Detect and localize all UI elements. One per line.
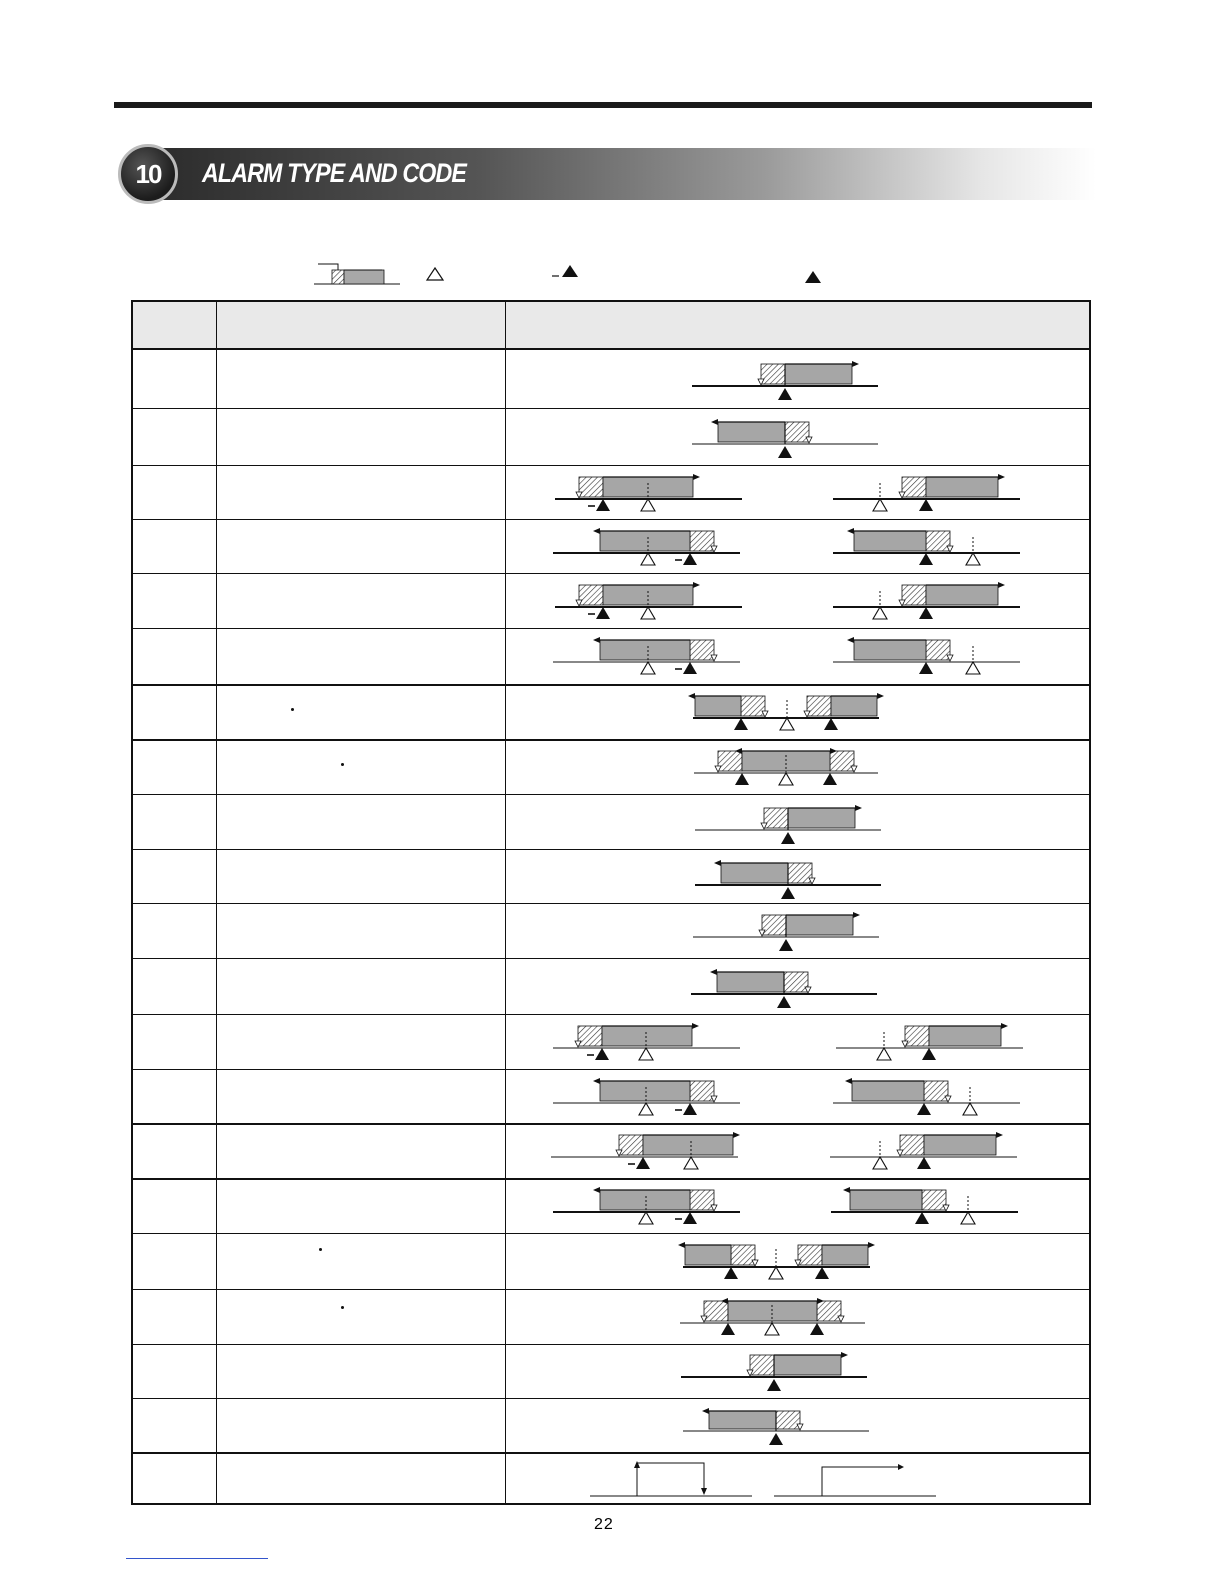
alarm-value-marker bbox=[779, 939, 793, 951]
band-alarm-diagram bbox=[688, 693, 884, 730]
alarm-value-marker bbox=[636, 1157, 650, 1169]
alarm-band bbox=[926, 585, 998, 605]
alarm-band bbox=[717, 972, 784, 992]
hysteresis-zone bbox=[784, 972, 808, 992]
alarm-diagram-pair bbox=[553, 1023, 1023, 1060]
alarm-band bbox=[785, 364, 852, 384]
hysteresis-zone bbox=[785, 422, 809, 442]
alarm-band bbox=[721, 863, 788, 883]
band-alarm-diagram bbox=[680, 1298, 865, 1335]
section-title: ALARM TYPE AND CODE bbox=[202, 158, 467, 188]
alarm-band bbox=[854, 531, 926, 551]
output-timing-diagram bbox=[590, 1461, 936, 1496]
set-value-marker bbox=[641, 553, 655, 565]
hysteresis-zone bbox=[926, 640, 950, 660]
hysteresis-zone bbox=[731, 1245, 755, 1265]
alarm-value-marker bbox=[767, 1379, 781, 1391]
hysteresis-zone bbox=[922, 1190, 946, 1210]
legend-alarm-value-symbol bbox=[805, 271, 821, 283]
legend bbox=[0, 232, 1224, 292]
hysteresis-zone bbox=[704, 1301, 728, 1321]
alarm-band bbox=[695, 696, 741, 716]
alarm-diagram bbox=[695, 805, 881, 844]
alarm-diagram-pair bbox=[551, 1132, 1017, 1169]
alarm-value-marker bbox=[922, 1048, 936, 1060]
alarm-band bbox=[786, 915, 853, 935]
hysteresis-zone bbox=[690, 1081, 714, 1101]
set-value-marker bbox=[639, 1103, 653, 1115]
legend-negative-alarm-symbol bbox=[552, 265, 578, 277]
set-value-marker bbox=[873, 1157, 887, 1169]
set-value-marker bbox=[780, 718, 794, 730]
alarm-table bbox=[131, 300, 1091, 1505]
alarm-diagram-pair bbox=[555, 582, 1020, 619]
alarm-value-marker bbox=[596, 607, 610, 619]
hysteresis-zone bbox=[761, 364, 785, 384]
set-value-marker bbox=[961, 1212, 975, 1224]
hysteresis-zone bbox=[900, 1135, 924, 1155]
alarm-band bbox=[850, 1190, 922, 1210]
hysteresis-zone bbox=[926, 531, 950, 551]
hysteresis-zone bbox=[902, 585, 926, 605]
set-value-marker bbox=[877, 1048, 891, 1060]
alarm-value-marker bbox=[721, 1323, 735, 1335]
hysteresis-zone bbox=[741, 696, 765, 716]
set-value-marker bbox=[641, 499, 655, 511]
alarm-band bbox=[822, 1245, 868, 1265]
hysteresis-zone bbox=[776, 1411, 800, 1429]
hysteresis-zone bbox=[718, 751, 742, 771]
hysteresis-zone bbox=[788, 863, 812, 883]
alarm-band bbox=[602, 1026, 692, 1046]
bottom-link-underline bbox=[126, 1558, 268, 1559]
alarm-value-marker bbox=[735, 773, 749, 785]
set-value-marker bbox=[769, 1267, 783, 1279]
legend-hysteresis-symbol bbox=[314, 264, 400, 284]
alarm-value-marker bbox=[683, 662, 697, 674]
set-value-marker bbox=[966, 553, 980, 565]
alarm-value-marker bbox=[810, 1323, 824, 1335]
top-rule bbox=[114, 102, 1092, 108]
set-value-marker bbox=[639, 1048, 653, 1060]
set-value-marker bbox=[684, 1157, 698, 1169]
hysteresis-zone bbox=[924, 1081, 948, 1101]
alarm-band bbox=[600, 1190, 690, 1210]
alarm-value-marker bbox=[781, 887, 795, 899]
alarm-diagram-pair bbox=[555, 474, 1020, 511]
alarm-diagram bbox=[691, 969, 877, 1008]
alarm-diagram bbox=[695, 860, 881, 899]
hysteresis-zone bbox=[579, 585, 603, 605]
alarm-value-marker bbox=[919, 553, 933, 565]
set-value-marker bbox=[641, 662, 655, 674]
alarm-diagram bbox=[683, 1408, 869, 1445]
legend-set-value-symbol bbox=[427, 268, 443, 280]
alarm-value-marker bbox=[917, 1157, 931, 1169]
alarm-value-marker bbox=[917, 1103, 931, 1115]
section-number-badge: 10 bbox=[118, 144, 178, 204]
alarm-band bbox=[718, 422, 785, 442]
alarm-diagram bbox=[681, 1352, 867, 1391]
alarm-band bbox=[643, 1135, 733, 1155]
hysteresis-zone bbox=[807, 696, 831, 716]
alarm-band bbox=[788, 808, 855, 828]
band-alarm-diagram bbox=[678, 1242, 875, 1279]
hysteresis-zone bbox=[579, 477, 603, 497]
alarm-band bbox=[685, 1245, 731, 1265]
alarm-band bbox=[600, 1081, 690, 1101]
alarm-value-marker bbox=[824, 718, 838, 730]
alarm-band bbox=[924, 1135, 996, 1155]
alarm-value-marker bbox=[823, 773, 837, 785]
alarm-value-marker bbox=[734, 718, 748, 730]
hysteresis-zone bbox=[690, 531, 714, 551]
set-value-marker bbox=[641, 607, 655, 619]
alarm-diagram-pair bbox=[553, 1078, 1020, 1115]
alarm-value-marker bbox=[919, 662, 933, 674]
set-value-marker bbox=[873, 499, 887, 511]
hysteresis-zone bbox=[902, 477, 926, 497]
alarm-band bbox=[854, 640, 926, 660]
alarm-value-marker bbox=[777, 996, 791, 1008]
alarm-value-marker bbox=[915, 1212, 929, 1224]
alarm-band bbox=[831, 696, 877, 716]
alarm-band bbox=[709, 1411, 776, 1429]
alarm-band bbox=[929, 1026, 1001, 1046]
set-value-marker bbox=[966, 662, 980, 674]
alarm-value-marker bbox=[595, 1048, 609, 1060]
alarm-value-marker bbox=[919, 607, 933, 619]
hysteresis-zone bbox=[690, 1190, 714, 1210]
alarm-diagrams bbox=[133, 302, 1089, 1503]
alarm-band bbox=[852, 1081, 924, 1101]
alarm-diagram-pair bbox=[553, 528, 1020, 565]
alarm-value-marker bbox=[778, 446, 792, 458]
hysteresis-zone bbox=[764, 808, 788, 828]
alarm-band bbox=[926, 477, 998, 497]
page-number: 22 bbox=[594, 1516, 614, 1533]
hysteresis-zone bbox=[750, 1355, 774, 1375]
alarm-value-marker bbox=[781, 832, 795, 844]
alarm-value-marker bbox=[778, 388, 792, 400]
alarm-diagram-pair bbox=[553, 637, 1020, 674]
alarm-value-marker bbox=[683, 553, 697, 565]
alarm-value-marker bbox=[724, 1267, 738, 1279]
alarm-value-marker bbox=[683, 1212, 697, 1224]
alarm-band bbox=[774, 1355, 841, 1375]
set-value-marker bbox=[779, 773, 793, 785]
set-value-marker bbox=[873, 607, 887, 619]
hysteresis-zone bbox=[798, 1245, 822, 1265]
hysteresis-zone bbox=[817, 1301, 841, 1321]
alarm-value-marker bbox=[919, 499, 933, 511]
alarm-diagram bbox=[693, 912, 879, 951]
set-value-marker bbox=[639, 1212, 653, 1224]
hysteresis-zone bbox=[905, 1026, 929, 1046]
alarm-diagram bbox=[692, 419, 878, 458]
hysteresis-zone bbox=[690, 640, 714, 660]
band-alarm-diagram bbox=[694, 748, 878, 785]
hysteresis-zone bbox=[578, 1026, 602, 1046]
alarm-band bbox=[600, 531, 690, 551]
alarm-value-marker bbox=[596, 499, 610, 511]
alarm-diagram bbox=[692, 361, 878, 400]
hysteresis-zone bbox=[619, 1135, 643, 1155]
alarm-band bbox=[600, 640, 690, 660]
hysteresis-zone bbox=[762, 915, 786, 935]
hysteresis-zone bbox=[830, 751, 854, 771]
set-value-marker bbox=[963, 1103, 977, 1115]
alarm-value-marker bbox=[815, 1267, 829, 1279]
alarm-value-marker bbox=[769, 1433, 783, 1445]
alarm-diagram-pair bbox=[553, 1187, 1018, 1224]
set-value-marker bbox=[765, 1323, 779, 1335]
section-banner bbox=[118, 144, 1096, 204]
alarm-value-marker bbox=[683, 1103, 697, 1115]
